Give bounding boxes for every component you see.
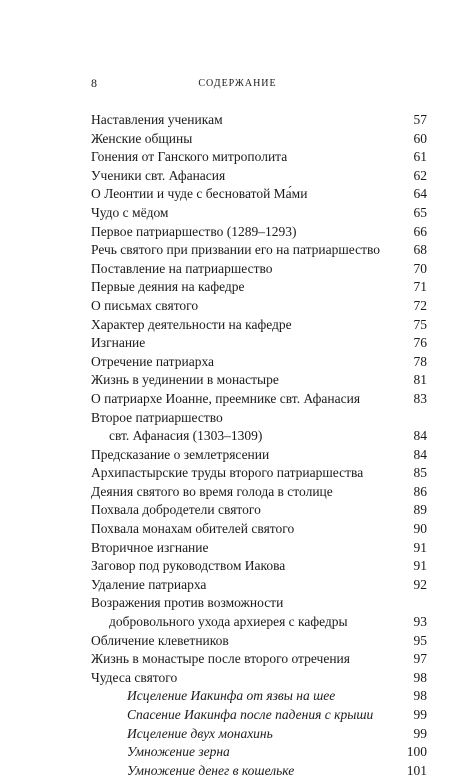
toc-entry-title [91,762,427,780]
toc-entry-page-number: 78 [413,353,427,369]
toc-entry-title [91,409,427,446]
toc-entry-page-number: 100 [406,744,427,760]
toc-entry-title-line: О патриархе Иоанне, преемнике свт. Афанасия [91,390,361,406]
toc-entry-title [91,334,427,353]
toc-entry-title-line: Спасение Иакинфа после падения с крыши [127,707,374,722]
toc-entry-title-line: Женские общины [91,130,193,146]
toc-entry-page-number: 76 [413,335,427,351]
toc-entry-page-number: 66 [413,223,427,239]
toc-entry-title-line: Умножение денег в кошельке [127,762,295,778]
toc-entry-title-line: Заговор под руководством Иакова [91,558,286,574]
toc-entry-title-line: Похвала добродетели святого [91,502,261,518]
toc-entry-title [91,278,427,297]
toc-entry-title-line: Вторичное изгнание [91,539,209,555]
toc-entry-page-number: 92 [413,576,427,592]
toc-entry [91,464,427,483]
toc-entry-page-number: 91 [413,558,427,574]
toc-entry-page-number: 86 [413,483,427,499]
toc-entry-title-line: Отречение патриарха [91,353,215,369]
toc-entry-page-number: 62 [413,167,427,183]
toc-entry [91,409,427,446]
toc-entry-title [91,223,427,242]
toc-entry-title-line: Второе патриаршество [91,409,223,425]
toc-subentry [91,762,427,780]
toc-entry-title-line: Чудеса святого [91,669,178,685]
running-head: СОДЕРЖАНИЕ [198,78,277,89]
toc-entry-title [91,204,427,223]
toc-entry-title-line: О письмах святого [91,297,199,313]
toc-entry-page-number: 64 [413,186,427,202]
toc-entry-page-number: 83 [413,390,427,406]
toc-entry-page-number: 91 [413,539,427,555]
toc-entry-page-number: 71 [413,279,427,295]
toc-entry-title-line: Характер деятельности на кафедре [91,316,292,332]
toc-entry-title-line: Поставление на патриаршество [91,260,273,276]
toc-entry-title [91,297,427,316]
toc-entry-title-line: Деяния святого во время голода в столице [91,483,333,499]
toc-entry-title [91,594,427,631]
toc-entry-title [91,111,427,130]
toc-entry-page-number: 98 [413,669,427,685]
toc-subentry [91,725,427,744]
toc-subentry [91,706,427,725]
toc-entry-page-number: 75 [413,316,427,332]
toc-entry-title [91,260,427,279]
toc-entry-page-number: 90 [413,521,427,537]
toc-entry-title-line: Чудо с мёдом [91,204,169,220]
toc-entry-page-number: 70 [413,260,427,276]
toc-entry-title [91,241,427,260]
toc-entry [91,632,427,651]
toc-entry [91,148,427,167]
toc-entry [91,260,427,279]
toc-entry [91,390,427,409]
toc-entry-page-number: 99 [413,707,427,722]
toc-entry [91,185,427,204]
toc-entry-title [91,501,427,520]
toc-entry-title-line: Ученики свт. Афанасия [91,167,226,183]
toc-entry-title-line: Предсказание о землетрясении [91,446,270,462]
toc-entry-page-number: 85 [413,465,427,481]
toc-entry-title [91,148,427,167]
toc-entry [91,576,427,595]
toc-entry-title-line: Обличение клеветников [91,632,229,648]
toc-entry [91,594,427,631]
toc-entry-page-number: 84 [413,446,427,462]
toc-entry-title [91,687,427,706]
toc-entry-title [91,130,427,149]
toc-entry-page-number: 72 [413,297,427,313]
toc-entry-title [91,576,427,595]
toc-entry-title [91,167,427,186]
toc-entry-title-line: Возражения против возможности [91,595,284,611]
toc-entry-title-line: Удаление патриарха [91,576,207,592]
toc-entry-title-line: Умножение зерна [127,744,230,760]
toc-entry [91,669,427,688]
toc-entry-title-line: Исцеление Иакинфа от язвы на шее [127,688,336,704]
toc-entry-title-line: Жизнь в уединении в монастыре [91,372,279,388]
toc-entry-title [91,446,427,465]
toc-entry [91,111,427,130]
toc-entry-title-line: Наставления ученикам [91,112,223,127]
toc-entry-title-line: Гонения от Ганского митрополита [91,149,288,165]
toc-entry-title-continuation: добровольного ухода архиерея с кафедры [109,614,348,630]
toc-entry [91,316,427,335]
toc-entry-title [91,390,427,409]
toc-entry-title [91,539,427,558]
toc-entry-title [91,520,427,539]
toc-entry-title-line: Жизнь в монастыре после второго отречения [91,651,350,667]
toc-entry-page-number: 81 [413,372,427,388]
toc-entry-title [91,650,427,669]
toc-entry-page-number: 95 [413,632,427,648]
toc-entry-page-number: 98 [413,688,427,704]
toc-entry [91,130,427,149]
toc-entry-page-number: 89 [413,502,427,518]
toc-entry [91,650,427,669]
toc-entry [91,353,427,372]
toc-entry-title-continuation: свт. Афанасия (1303–1309) [109,428,263,444]
toc-entry-page-number: 57 [413,112,427,127]
toc-entry [91,278,427,297]
toc-entry-page-number: 65 [413,204,427,220]
toc-entry [91,501,427,520]
toc-entry-page-number: 68 [413,242,427,258]
toc-entry-title-line: Исцеление двух монахинь [127,725,273,741]
table-of-contents [91,111,427,780]
toc-entry [91,223,427,242]
toc-entry-title [91,632,427,651]
toc-entry-title-line: Первое патриаршество (1289–1293) [91,223,297,239]
toc-entry-page-number: 97 [413,651,427,667]
toc-entry-title-line: Похвала монахам обителей святого [91,521,295,537]
toc-entry [91,371,427,390]
toc-entry-title [91,483,427,502]
toc-entry [91,483,427,502]
toc-entry-title [91,706,427,725]
toc-subentry [91,743,427,762]
toc-entry-page-number: 84 [413,428,427,444]
toc-entry-title [91,316,427,335]
toc-entry [91,520,427,539]
toc-entry-title [91,669,427,688]
toc-entry-title-line: Архипастырские труды второго патриаршества [91,465,364,481]
toc-entry-page-number: 93 [413,614,427,630]
toc-entry-title-line: О Леонтии и чуде с бесноватой Ма́ми [91,186,308,202]
page-number: 8 [91,76,97,90]
toc-entry-page-number: 101 [406,762,427,778]
toc-entry-page-number: 61 [413,149,427,165]
toc-entry-title-line: Речь святого при призвании его на патриаршество [91,242,381,258]
toc-entry-title [91,725,427,744]
toc-entry [91,539,427,558]
toc-entry [91,446,427,465]
toc-entry [91,297,427,316]
toc-entry-page-number: 60 [413,130,427,146]
toc-entry-title [91,743,427,762]
toc-entry-title [91,464,427,483]
toc-entry-title-line: Первые деяния на кафедре [91,279,245,295]
toc-entry-title-line: Изгнание [91,335,146,351]
toc-entry [91,334,427,353]
toc-entry-title [91,185,427,204]
toc-entry-title [91,371,427,390]
toc-entry [91,167,427,186]
toc-entry [91,204,427,223]
toc-entry-title [91,557,427,576]
toc-entry [91,557,427,576]
toc-entry-title [91,353,427,372]
toc-entry [91,241,427,260]
toc-subentry [91,687,427,706]
toc-entry-page-number: 99 [413,725,427,741]
